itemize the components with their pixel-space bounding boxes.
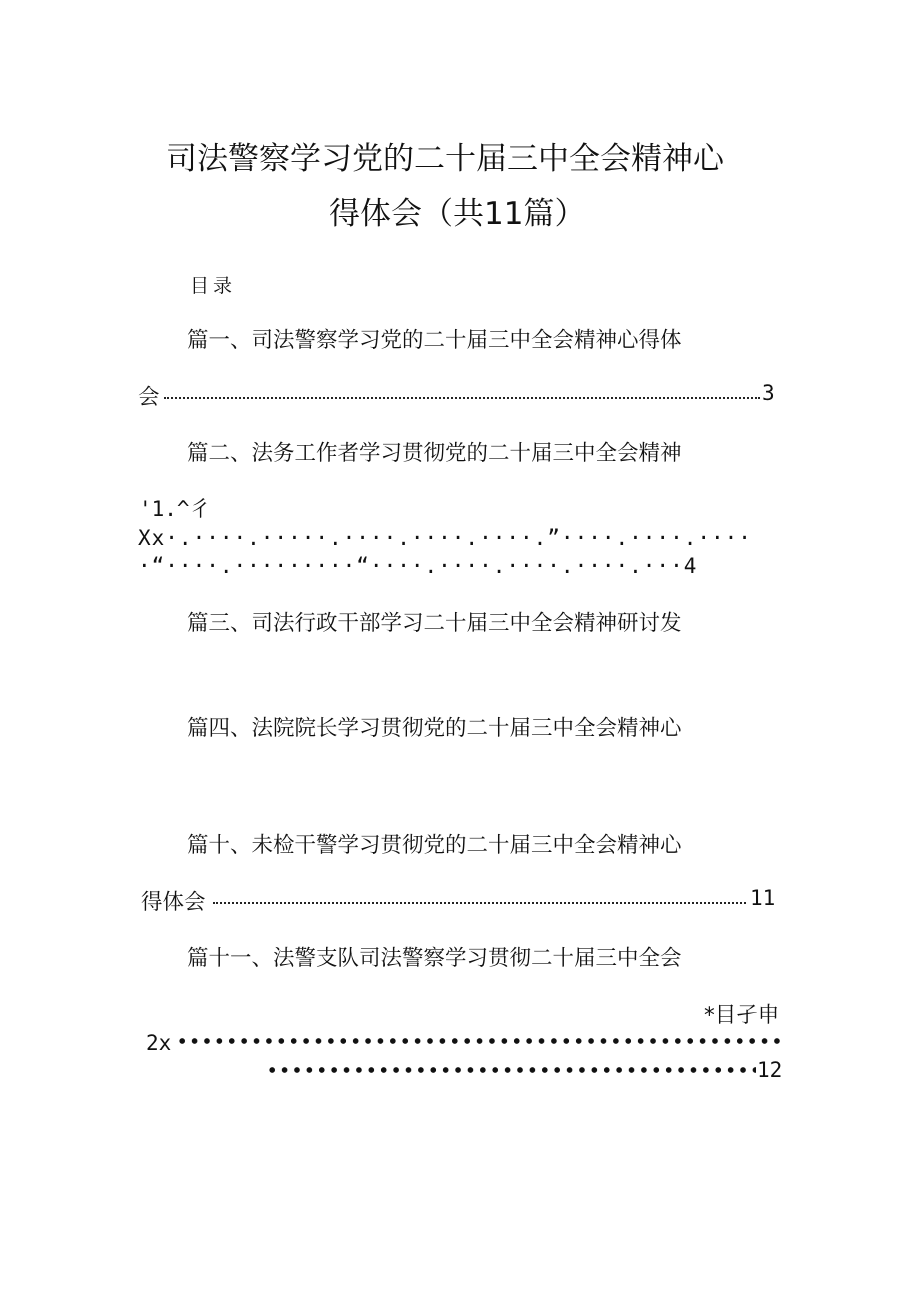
toc-entry-11-continuation: *目孑申 bbox=[704, 1003, 780, 1028]
toc-entry-1-title[interactable]: 篇一、司法警察学习党的二十届三中全会精神心得体 bbox=[187, 328, 682, 353]
toc-entry-2-ocr-fragment: '1.^彳 bbox=[139, 497, 211, 521]
toc-entry-10-page[interactable]: 11 bbox=[750, 886, 776, 910]
toc-entry-2-dotted-leader-1: Xx·.····.·····.····.····.····.”····.····.···· bbox=[138, 526, 752, 550]
toc-entry-1-page[interactable]: 3 bbox=[762, 381, 775, 405]
toc-entry-10-title[interactable]: 篇十、未检干警学习贯彻党的二十届三中全会精神心 bbox=[187, 833, 682, 858]
toc-entry-3-title[interactable]: 篇三、司法行政干部学习二十届三中全会精神研讨发 bbox=[187, 611, 682, 636]
document-title-line1: 司法警察学习党的二十届三中全会精神心 bbox=[166, 141, 724, 177]
toc-entry-11-title[interactable]: 篇十一、法警支队司法警察学习贯彻二十届三中全会 bbox=[187, 946, 682, 971]
toc-entry-1-leader bbox=[164, 397, 760, 399]
toc-entry-2-dotted-leader-2: ·“····.·········“····.····.····.····.···4 bbox=[138, 554, 698, 578]
toc-entry-11-leader-2 bbox=[266, 1067, 756, 1073]
toc-heading: 目录 bbox=[190, 275, 237, 297]
toc-entry-1-continuation[interactable]: 会 bbox=[138, 385, 160, 410]
document-title-line2: 得体会（共11篇） bbox=[329, 196, 586, 232]
toc-entry-2-title[interactable]: 篇二、法务工作者学习贯彻党的二十届三中全会精神 bbox=[187, 441, 682, 466]
toc-entry-10-leader bbox=[213, 902, 746, 904]
toc-entry-10-continuation[interactable]: 得体会 bbox=[141, 890, 206, 915]
toc-entry-11-prefix: 2x bbox=[146, 1031, 172, 1055]
toc-entry-4-title[interactable]: 篇四、法院院长学习贯彻党的二十届三中全会精神心 bbox=[187, 716, 682, 741]
toc-entry-11-page[interactable]: 12 bbox=[757, 1058, 783, 1082]
toc-entry-11-leader-1 bbox=[176, 1038, 781, 1044]
